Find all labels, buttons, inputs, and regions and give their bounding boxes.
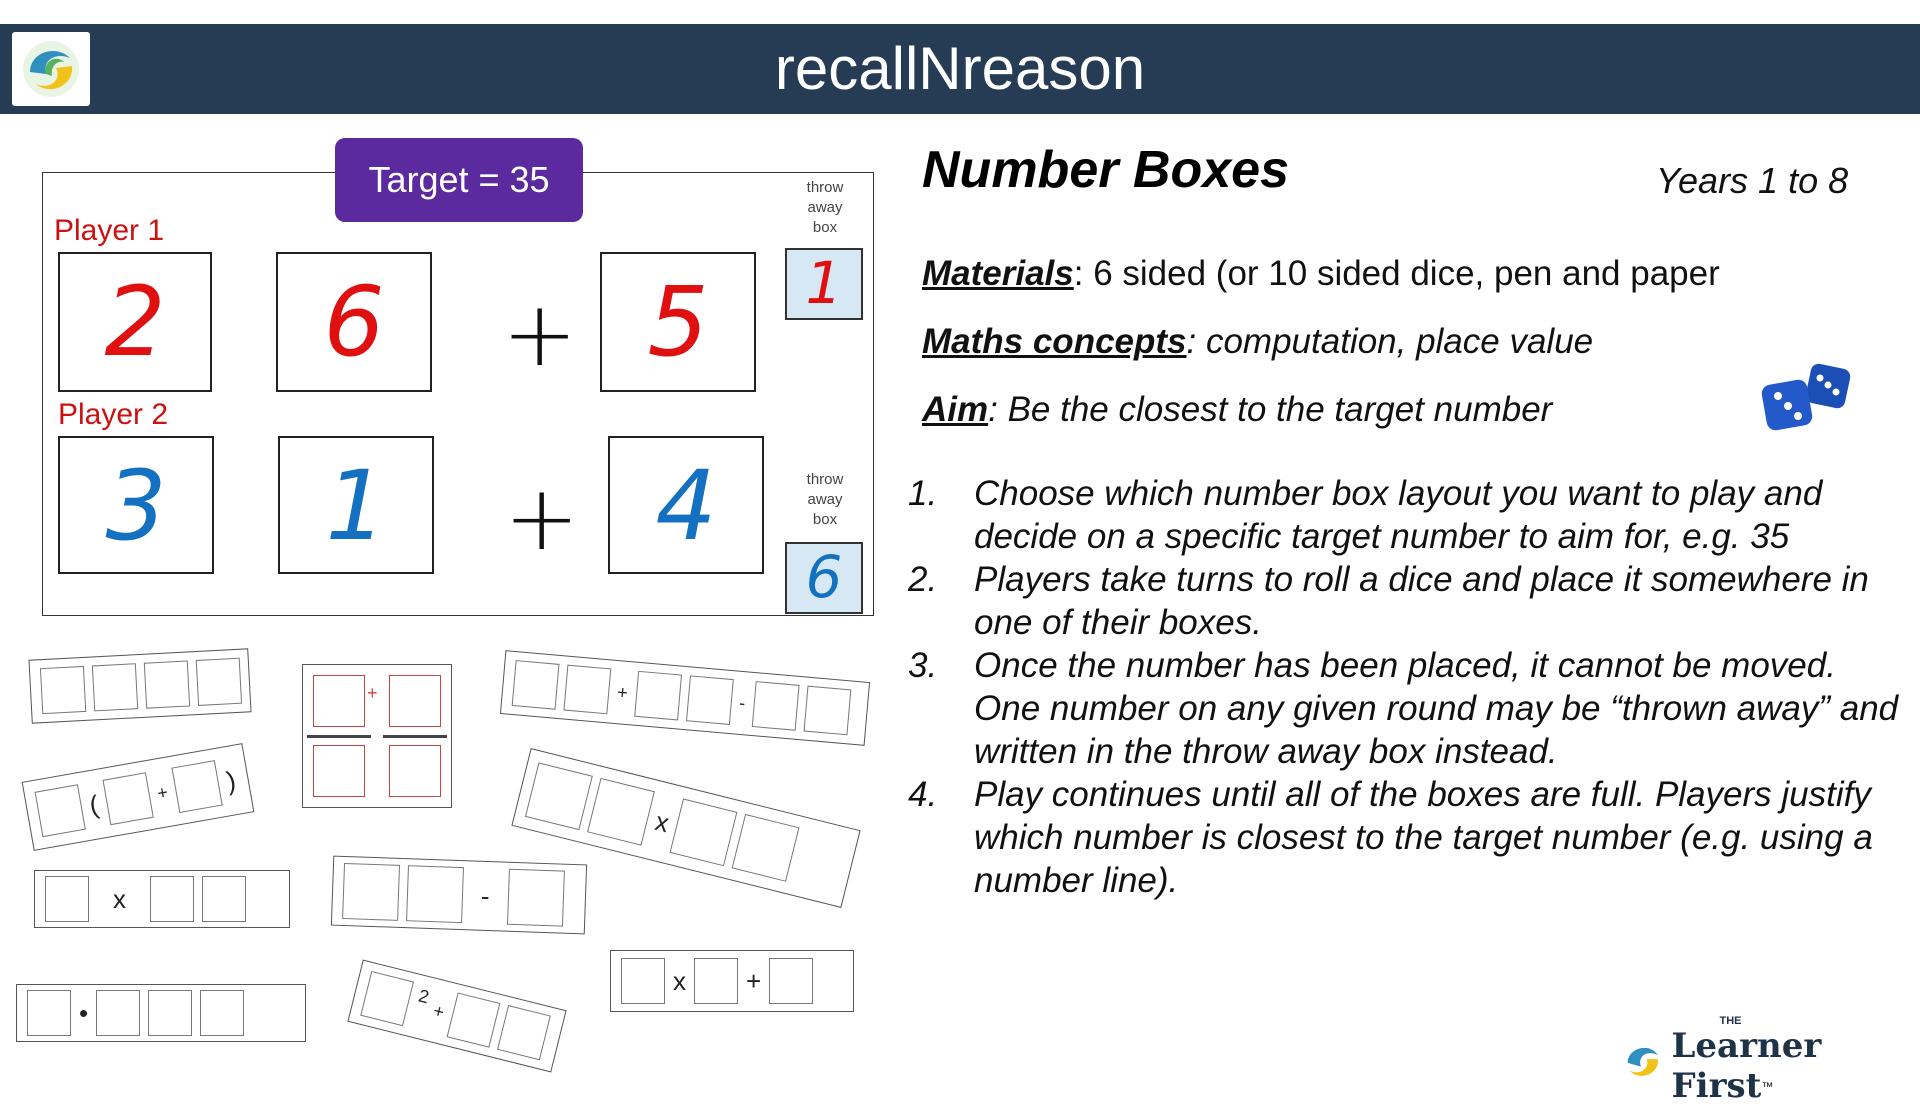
blank-box [587,778,655,846]
player2-box-2: 1 [278,436,434,574]
blank-box [670,798,738,866]
player1-label: Player 1 [54,214,165,247]
learner-first-logo [1622,1016,1920,1106]
blank-box [342,863,400,921]
layout-card-squared [347,960,566,1073]
blank-box [27,990,71,1036]
blank-box [40,666,86,714]
materials-text: : 6 sided (or 10 sided dice, pen and paper [1073,254,1720,293]
layout-card-multiply-add [610,950,854,1012]
blank-box [144,660,190,708]
blank-box [313,675,365,727]
player2-box-3: 4 [608,436,764,574]
operator-plus: + [431,1000,447,1022]
learner-first-mark-icon [1622,1039,1664,1083]
operator-dot: • [79,997,89,1028]
aim-label: Aim [922,390,989,429]
fraction-bar [383,735,447,738]
player2-throw-away-box: 6 [785,542,863,614]
blank-box [803,686,851,736]
operator-lparen: ( [87,788,101,820]
blank-box [313,745,365,797]
operator-plus: + [367,683,378,703]
blank-box [406,865,464,923]
step-number: 1. [908,474,938,513]
blank-box [446,992,500,1047]
header-bar [0,24,1920,114]
list-item [908,644,1908,773]
operator-minus: - [738,692,747,713]
blank-box [148,990,192,1036]
throw-away-label-line: box [812,219,838,236]
step-number: 3. [908,646,938,685]
blank-box [360,971,414,1026]
operator-times: x [652,805,673,838]
throw-away-label-line: throw [806,179,844,196]
blank-box [92,663,138,711]
player1-throw-away-box: 1 [785,248,863,320]
operator-rparen: ) [224,764,238,796]
operator-times: x [113,883,126,914]
throw-away-label [790,470,860,530]
layout-card-multiply [34,870,290,928]
operator-minus: - [480,880,491,911]
blank-box [196,658,242,706]
blank-box [686,675,734,725]
page-title: Number Boxes [922,141,1289,199]
blank-box [621,958,665,1004]
throw-away-label-line: away [807,491,843,508]
layout-card-decimal [16,984,306,1042]
layout-card-bracket-sum [22,743,255,851]
blank-box [172,760,223,813]
blank-box [200,990,244,1036]
concepts-text: : computation, place value [1186,322,1594,361]
blank-box [732,814,800,882]
blank-box [694,958,738,1004]
layout-card-add-subtract [500,650,870,746]
operator-times: x [673,965,686,996]
plus-sign: + [504,466,580,571]
step-text: Once the number has been placed, it cannot be moved. One number on any given round may be “thrown away” and written in the throw away box instead. [974,646,1899,771]
target-badge: Target = 35 [335,138,583,222]
blank-box [96,990,140,1036]
blank-box [497,1005,551,1060]
blank-box [507,869,565,927]
layout-card-subtract [331,856,587,935]
operator-squared: 2 [416,984,432,1007]
brand-name: Learner First [1671,1026,1822,1106]
blank-box [525,762,593,830]
instruction-list [908,472,1908,902]
concepts-label: Maths concepts [922,322,1187,361]
throw-away-label-line: throw [806,471,844,488]
aim-text: : Be the closest to the target number [988,390,1553,429]
player2-box-1: 3 [58,436,214,574]
blank-box [634,671,682,721]
aim-line [922,390,1552,430]
layout-card-fraction-sum [302,664,452,808]
trademark: ™ [1761,1079,1774,1094]
blank-box [389,675,441,727]
operator-plus: + [616,681,629,703]
step-text: Players take turns to roll a dice and place it somewhere in one of their boxes. [974,560,1869,642]
operator-plus: + [155,781,170,803]
blank-box [102,772,153,825]
blank-box [35,784,86,837]
step-number: 4. [908,775,938,814]
operator-plus: + [746,965,762,996]
throw-away-label-line: box [812,511,838,528]
concepts-line [922,322,1593,362]
blank-box [45,876,89,922]
app-title: recallNreason [774,35,1146,102]
plus-sign: + [502,282,578,387]
dice-icon [1758,362,1858,434]
list-item [908,558,1908,644]
step-number: 2. [908,560,938,599]
blank-box [512,660,560,710]
step-text: Play continues until all of the boxes are full. Players justify which number is closest to the target number (e.g. using a number line). [974,775,1873,900]
blank-box [150,876,194,922]
blank-box [751,681,799,731]
player1-box-2: 6 [276,252,432,392]
list-item [908,472,1908,558]
materials-line [922,254,1720,294]
throw-away-label [790,178,860,238]
blank-box [389,745,441,797]
step-text: Choose which number box layout you want to play and decide on a specific target number to aim for, e.g. 35 [974,474,1823,556]
materials-label: Materials [922,254,1074,293]
list-item [908,773,1908,902]
layout-card-four-digit [28,648,251,723]
player2-label: Player 2 [58,398,169,431]
fraction-bar [307,735,371,738]
blank-box [769,958,813,1004]
player1-box-1: 2 [58,252,212,392]
blank-box [563,665,611,715]
year-range: Years 1 to 8 [1656,160,1849,201]
throw-away-label-line: away [807,199,843,216]
brand-prefix: THE [1719,1015,1742,1027]
player1-box-3: 5 [600,252,756,392]
blank-box [202,876,246,922]
